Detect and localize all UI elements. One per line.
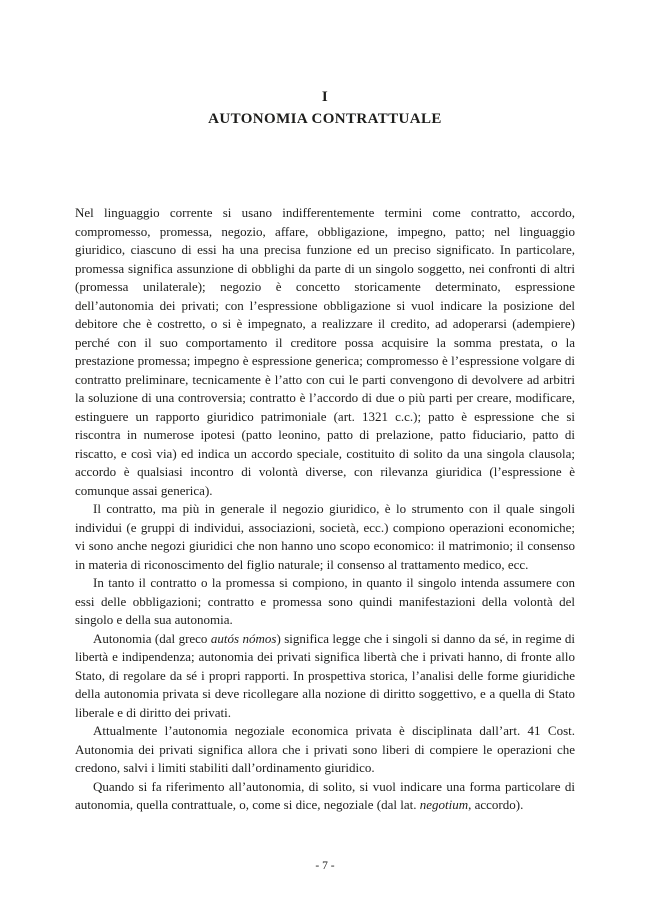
text-segment: In tanto il contratto o la promessa si compiono, in quanto il singolo intenda assumere con essi delle obbligazioni; contratto e promessa sono quindi manifestazioni della volontà del singolo e della sua autonomia. <box>75 575 575 627</box>
paragraph <box>75 630 575 723</box>
text-segment: , accordo). <box>468 797 524 812</box>
chapter-number: I <box>321 89 329 105</box>
italic-term: negotium <box>419 797 469 812</box>
paragraph <box>75 778 575 815</box>
chapter-heading <box>0 0 650 128</box>
body-paragraphs <box>75 204 575 815</box>
text-segment: Attualmente l’autonomia negoziale economica privata è disciplinata dall’art. 41 Cost. Autonomia dei privati significa allora che i privati sono liberi di compiere le operazioni che credono, salvi i limiti stabiliti dall’ordinamento giuridico. <box>75 723 575 775</box>
chapter-title: AUTONOMIA CONTRATTUALE <box>208 111 442 127</box>
text-segment: Autonomia (dal greco <box>93 630 211 646</box>
page-number: - 7 - <box>315 860 335 872</box>
paragraph <box>75 204 575 500</box>
page-footer <box>0 860 650 872</box>
text-segment: Quando si fa riferimento all’autonomia, di solito, si vuol indicare una forma particolare di autonomia, quella contrattuale, o, come si dice, negoziale (dal lat. <box>75 778 575 812</box>
paragraph <box>75 722 575 778</box>
text-segment: Il contratto, ma più in generale il negozio giuridico, è lo strumento con il quale singoli individui (e gruppi di individui, associazioni, società, ecc.) compiono operazioni economiche; vi sono anche negozi giuridici che non hanno uno scopo economico: il matrimonio; il consenso in materia di riconoscimento del figlio naturale; il consenso al trattamento medico, ecc. <box>75 501 575 572</box>
paragraph <box>75 500 575 574</box>
text-segment: Nel linguaggio corrente si usano indifferentemente termini come contratto, accordo, compromesso, promessa, negozio, affare, obbligazione, impegno, patto; nel linguaggio giuridico, ciascuno di essi ha una precisa funzione ed un preciso significato. In particolare, promessa significa assunzione di obblighi da parte di un singolo soggetto, nei confronti di altri (promessa unilaterale); negozio è concetto storicamente determinato, espressione dell’autonomia dei privati; con l’espressione obbligazione si vuol indicare la posizione del debitore che è costretto, o si è impegnato, a realizzare il credito, ad adoperarsi (adempiere) perché con il suo comportamento il creditore possa acquisire la somma prestata, o la prestazione promessa; impegno è espressione generica; compromesso è l’espressione volgare di contratto preliminare, tecnicamente è l’atto con cui le parti convengono di devolvere ad arbitri la soluzione di una controversia; contratto è l’accordo di due o più parti per creare, modificare, estinguere un rapporto giuridico patrimoniale (art. 1321 c.c.); patto è espressione che si riscontra in numerose ipotesi (patto leonino, patto di prelazione, patto fiduciario, patto di riscatto, e così via) ed indica un accordo speciale, costituito di solito da una singola clausola; accordo è qualsiasi incontro di volontà diverse, con rilevanza giuridica (l’espressione è comunque assai generica). <box>75 205 575 498</box>
paragraph <box>75 574 575 630</box>
text-segment: ) significa legge che i singoli si danno da sé, in regime di libertà e indipendenza; autonomia dei privati significa libertà che i privati hanno, di fronte allo Stato, di regolare da sé i propri rapporti. In prospettiva storica, l’analisi delle forme giuridiche della autonomia privata si deve ricollegare alla nozione di diritto soggettivo, e a quella di Stato liberale e di diritto dei privati. <box>75 630 576 720</box>
italic-term: autós nómos <box>210 630 277 646</box>
